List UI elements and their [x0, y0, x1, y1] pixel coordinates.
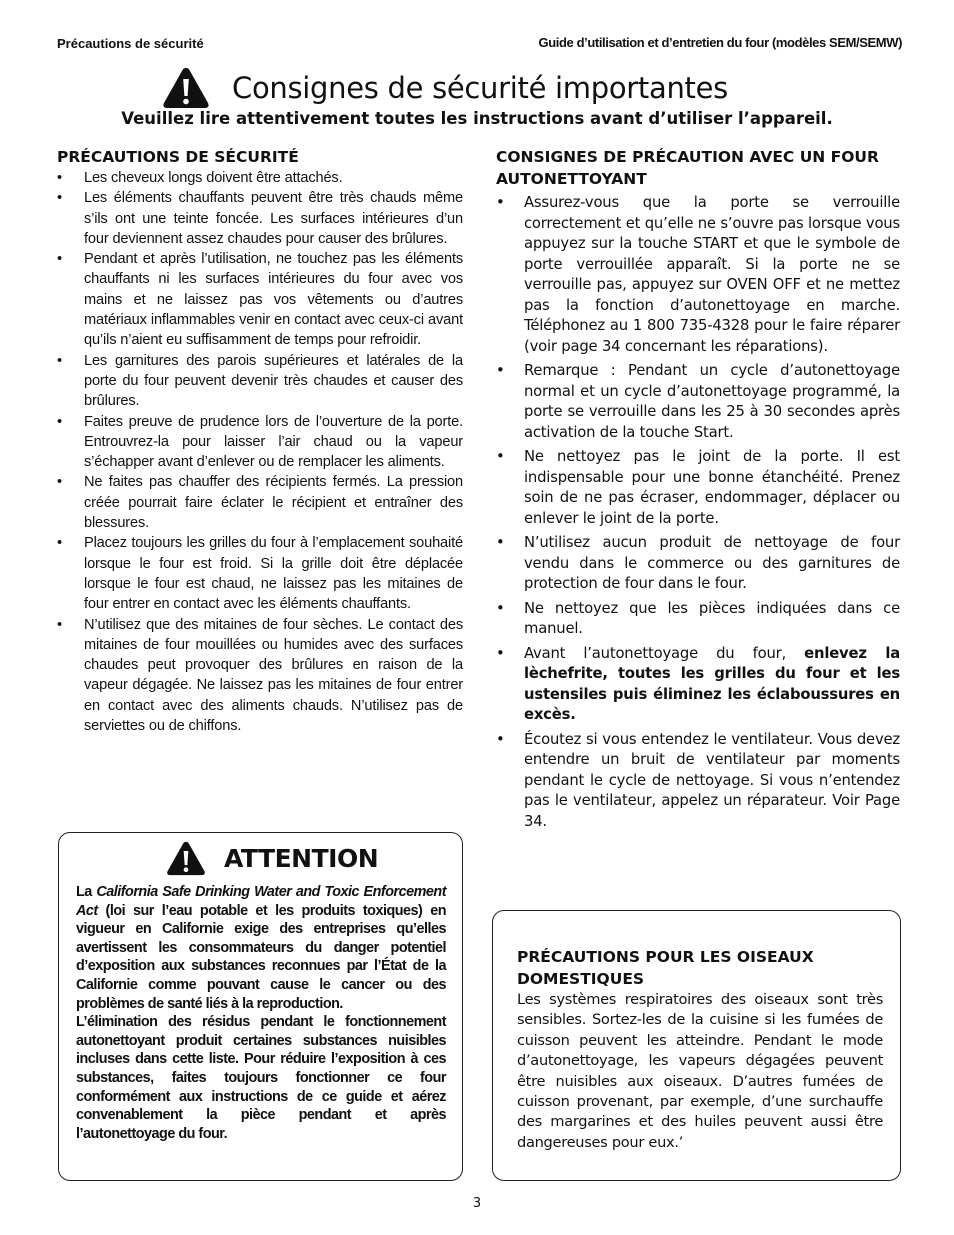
attention-body [76, 883, 446, 1143]
bullet: • [57, 170, 62, 186]
safety-precautions-heading: PRÉCAUTIONS DE SÉCURITÉ [57, 148, 299, 166]
safety-precautions-section [57, 146, 463, 736]
act-name: California Safe Drinking Water and Toxic Enforcement Act [76, 884, 447, 919]
bullet: • [57, 413, 62, 430]
warning-triangle-icon [166, 840, 206, 877]
bullet: • [496, 448, 505, 465]
bullet: • [496, 362, 505, 379]
pet-birds-heading: PRÉCAUTIONS POUR LES OISEAUX DOMESTIQUES [517, 948, 814, 988]
list-item: • N’utilisez aucun produit de nettoyage de four vendu dans le commerce ou des garnitures de protection de four dans le four. [496, 534, 900, 592]
attention-paragraph: L’élimination des résidus pendant le fonctionnement autonettoyant produit certaines substances nuisibles incluses dans cette liste. Pour réduire l’exposition à ces substances, faites toujours fonctionner ce four conformément aux instructions de ce guide et aérez convenablement la pièce pendant et après l’autonettoyage du four. [76, 1014, 446, 1142]
list-item: • Avant l’autonettoyage du four, enlevez la lèchefrite, toutes les grilles du four et les ustensiles puis éliminez les éclaboussures en excès. [496, 644, 900, 723]
emphasized-text: enlevez la lèchefrite, toutes les grilles du four et les ustensiles puis éliminez les éclaboussures en excès. [524, 644, 900, 723]
list-item: • Pendant et après l’utilisation, ne touchez pas les éléments chauffants ni les surfaces intérieures du four avec vos mains et ne laissez pas vos vêtements ou d’autres matériaux inflammables venir en contact avec ceux-ci avant qu’ils n’aient eu suffisamment de temps pour refroidir. [57, 251, 463, 349]
list-item: • Remarque : Pendant un cycle d’autonettoyage normal et un cycle d’autonettoyage programmé, la porte se verrouille dans les 25 à 30 secondes après activation de la touche Start. [496, 362, 900, 441]
list-item: • Ne faites pas chauffer des récipients fermés. La pression créée pourrait faire éclater le récipient et entraîner des blessures. [57, 474, 463, 532]
self-cleaning-heading: CONSIGNES DE PRÉCAUTION AVEC UN FOUR AUTONETTOYANT [496, 148, 879, 188]
list-item: • Placez toujours les grilles du four à l’emplacement souhaité lorsque le four est froid. Si la grille doit être déplacée lorsque le four est chaud, ne laissez pas les mitaines de four entrer en contact avec les éléments chauffants. [57, 535, 463, 613]
page-subtitle: Veuillez lire attentivement toutes les instructions avant d’utiliser l’appareil. [121, 109, 833, 128]
bullet: • [57, 616, 62, 633]
list-item: • Les éléments chauffants peuvent être très chauds même s’ils ont une teinte foncée. Les surfaces intérieures d’un four deviennent assez chaudes pour causer des brûlures. [57, 190, 463, 247]
header-guide-title: Guide d’utilisation et d’entretien du four (modèles SEM/SEMW) [538, 35, 902, 50]
bullet: • [496, 730, 505, 748]
pet-birds-box [492, 910, 901, 1181]
attention-paragraph: La California Safe Drinking Water and Toxic Enforcement Act (loi sur l’eau potable et les produits toxiques) en vigueur en Californie exige des entreprises qu’elles avertissent les consommateurs du danger potentiel d’exposition aux substances reconnues par l’État de la Californie comme pouvant cause le cancer ou des problèmes de santé liés à la reproduction. [76, 884, 447, 1012]
bullet: • [57, 190, 62, 207]
bullet: • [57, 352, 62, 369]
list-item: • N’utilisez que des mitaines de four sèches. Le contact des mitaines de four mouillées ou humides avec des surfaces chaudes peut provoquer des brûlures en raison de la vapeur dégagée. Ne laissez pas les mitaines de four entrer en contact avec des aliments chauds. N’utilisez pas de serviettes ou de chiffons. [57, 616, 463, 735]
self-cleaning-section [496, 146, 900, 836]
bullet: • [57, 251, 62, 268]
bullet: • [57, 535, 62, 552]
title-row [162, 63, 728, 113]
bullet: • [57, 474, 62, 491]
list-item: • Écoutez si vous entendez le ventilateur. Vous devez entendre un bruit de ventilateur par moments pendant le cycle de nettoyage. Si vous n’entendez pas le ventilateur, appelez un réparateur. Voir Page 34. [496, 730, 900, 830]
page-title: Consignes de sécurité importantes [232, 71, 728, 105]
header-section-label: Précautions de sécurité [57, 36, 204, 51]
self-cleaning-list [496, 193, 900, 832]
list-item: • Les garnitures des parois supérieures et latérales de la porte du four peuvent devenir très chaudes et causer des brûlures. [57, 352, 463, 410]
page-number: 3 [472, 1196, 482, 1211]
list-item: • Ne nettoyez que les pièces indiquées dans ce manuel. [496, 599, 900, 637]
attention-header [166, 840, 378, 877]
bullet: • [496, 534, 505, 551]
warning-triangle-icon [162, 66, 210, 110]
bullet: • [496, 644, 505, 662]
safety-precautions-list [57, 168, 463, 736]
bullet: • [496, 194, 505, 211]
list-item: • Assurez-vous que la porte se verrouille correctement et qu’elle ne s’ouvre pas lorsque vous appuyez sur la touche START et que le symbole de porte verrouillée apparaît. Si la porte ne se verrouille pas, appuyez sur OVEN OFF et ne mettez pas la fonction d’autonettoyage en marche. Téléphonez au 1 800 735-4328 pour le faire réparer (voir page 34 concernant les réparations). [496, 194, 900, 355]
bullet: • [496, 599, 505, 617]
list-item: • Faites preuve de prudence lors de l’ouverture de la porte. Entrouvrez-la pour laisser l’air chaud ou la vapeur s’échapper avant d’enlever ou de remplacer les aliments. [57, 413, 463, 471]
pet-birds-text: Les systèmes respiratoires des oiseaux sont très sensibles. Sortez-les de la cuisine si les fumées de cuisson peuvent les atteindre. Pendant le mode d’autonettoyage, les vapeurs dégagées peuvent être nuisibles aux oiseaux. D’autres fumées de cuisson provenant, par exemple, d’une surchauffe des margarines et des huiles peuvent aussi être dangereuses pour eux.’ [517, 991, 883, 1151]
list-item: • Les cheveux longs doivent être attachés. [57, 168, 463, 188]
list-item: • Ne nettoyez pas le joint de la porte. Il est indispensable pour une bonne étanchéité. Prenez soin de ne pas écraser, endommager, déplacer ou enlever le joint de la porte. [496, 448, 900, 527]
attention-box [58, 832, 463, 1181]
attention-title: ATTENTION [224, 844, 379, 873]
